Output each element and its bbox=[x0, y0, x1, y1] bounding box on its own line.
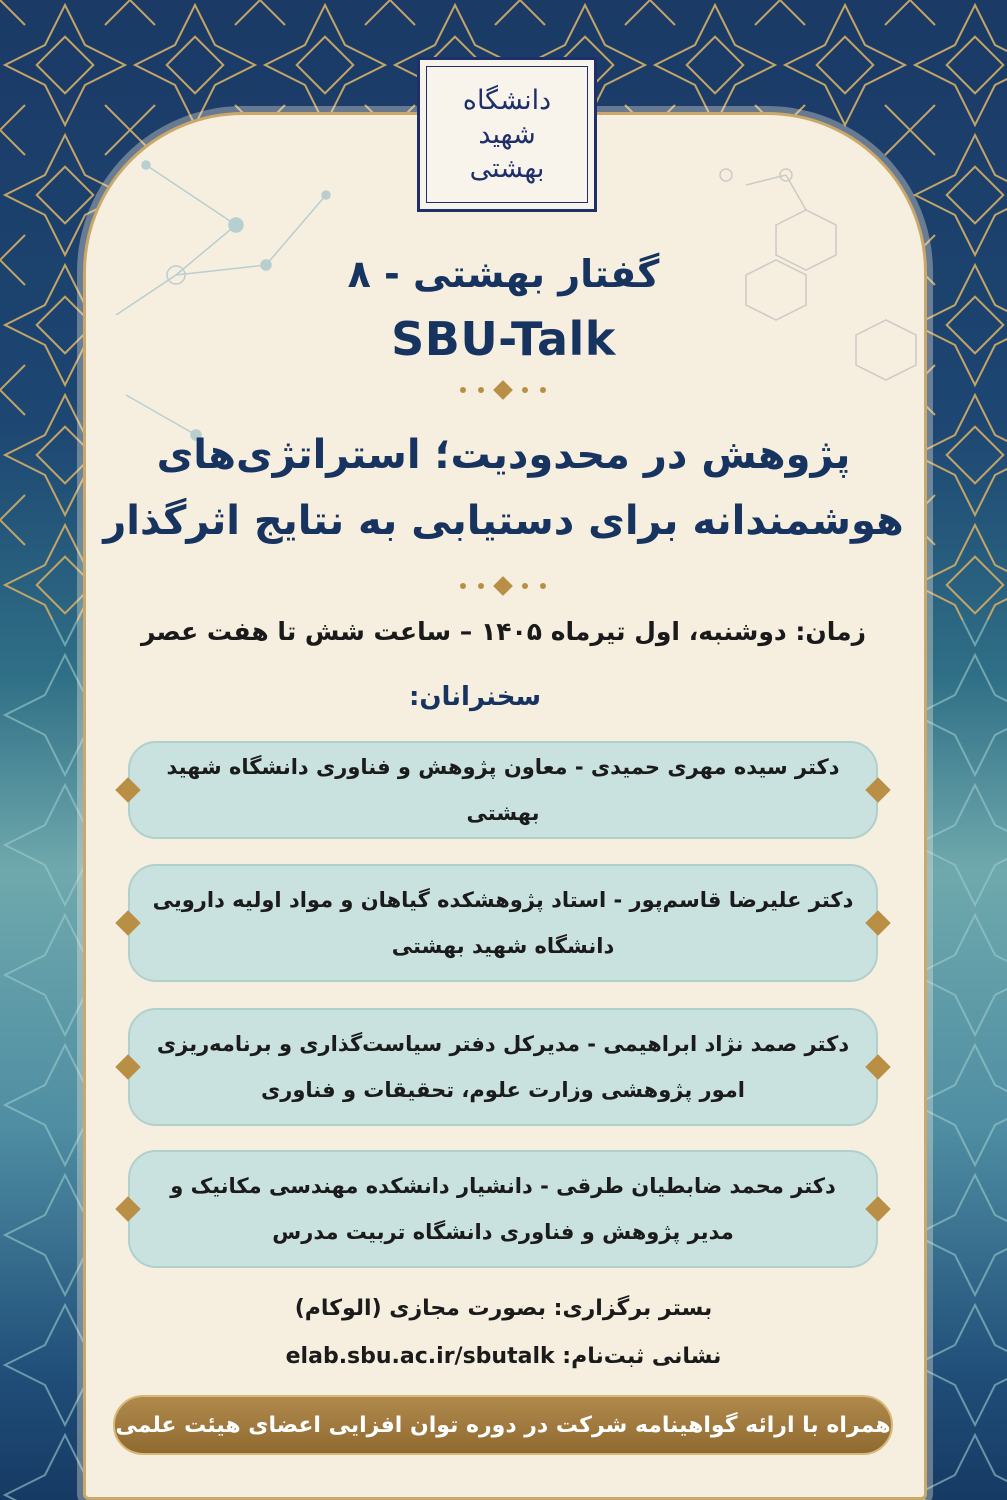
logo-line: شهید bbox=[478, 118, 536, 150]
banner-text: همراه با ارائه گواهینامه شرکت در دوره توان افزایی اعضای هیئت علمی bbox=[115, 1412, 891, 1438]
speaker-card bbox=[128, 864, 878, 982]
speakers-label: سخنرانان: bbox=[408, 682, 542, 712]
ornament-divider bbox=[443, 380, 563, 400]
speaker-card bbox=[128, 741, 878, 839]
speaker-line: امور پژوهشی وزارت علوم، تحقیقات و فناوری bbox=[261, 1078, 745, 1102]
event-venue: بستر برگزاری: بصورت مجازی (الوکام) bbox=[294, 1296, 713, 1321]
certificate-banner bbox=[113, 1395, 893, 1455]
ornament-divider bbox=[443, 576, 563, 596]
logo-line: دانشگاه bbox=[462, 84, 552, 116]
speaker-line: دکتر علیرضا قاسم‌پور - استاد پژوهشکده گیاهان و مواد اولیه دارویی bbox=[152, 888, 854, 912]
speaker-line: دانشگاه شهید بهشتی bbox=[391, 934, 615, 958]
logo-line: بهشتی bbox=[469, 152, 545, 184]
speaker-line: دکتر صمد نژاد ابراهیمی - مدیرکل دفتر سیاست‌گذاری و برنامه‌ریزی bbox=[156, 1032, 850, 1056]
speaker-line: مدیر پژوهش و فناوری دانشگاه تربیت مدرس bbox=[272, 1220, 734, 1244]
speaker-card bbox=[128, 1008, 878, 1126]
logo-calligraphy bbox=[426, 66, 588, 203]
talk-title-line1: پژوهش در محدودیت؛ استراتژی‌های bbox=[156, 432, 851, 478]
university-logo bbox=[417, 57, 597, 212]
speaker-line: دکتر محمد ضابطیان طرقی - دانشیار دانشکده مهندسی مکانیک و bbox=[170, 1174, 836, 1198]
series-title-en: SBU-Talk bbox=[391, 312, 616, 366]
registration-link[interactable]: نشانی ثبت‌نام: elab.sbu.ac.ir/sbutalk bbox=[285, 1344, 722, 1369]
talk-title-line2: هوشمندانه برای دستیابی به نتایج اثرگذار bbox=[103, 498, 904, 544]
speaker-card bbox=[128, 1150, 878, 1268]
speaker-line: دکتر سیده مهری حمیدی - معاون پژوهش و فناوری دانشگاه شهید بهشتی bbox=[166, 755, 840, 825]
series-title: گفتار بهشتی - ۸ bbox=[347, 252, 660, 296]
event-time: زمان: دوشنبه، اول تیرماه ۱۴۰۵ – ساعت شش تا هفت عصر bbox=[140, 617, 867, 646]
